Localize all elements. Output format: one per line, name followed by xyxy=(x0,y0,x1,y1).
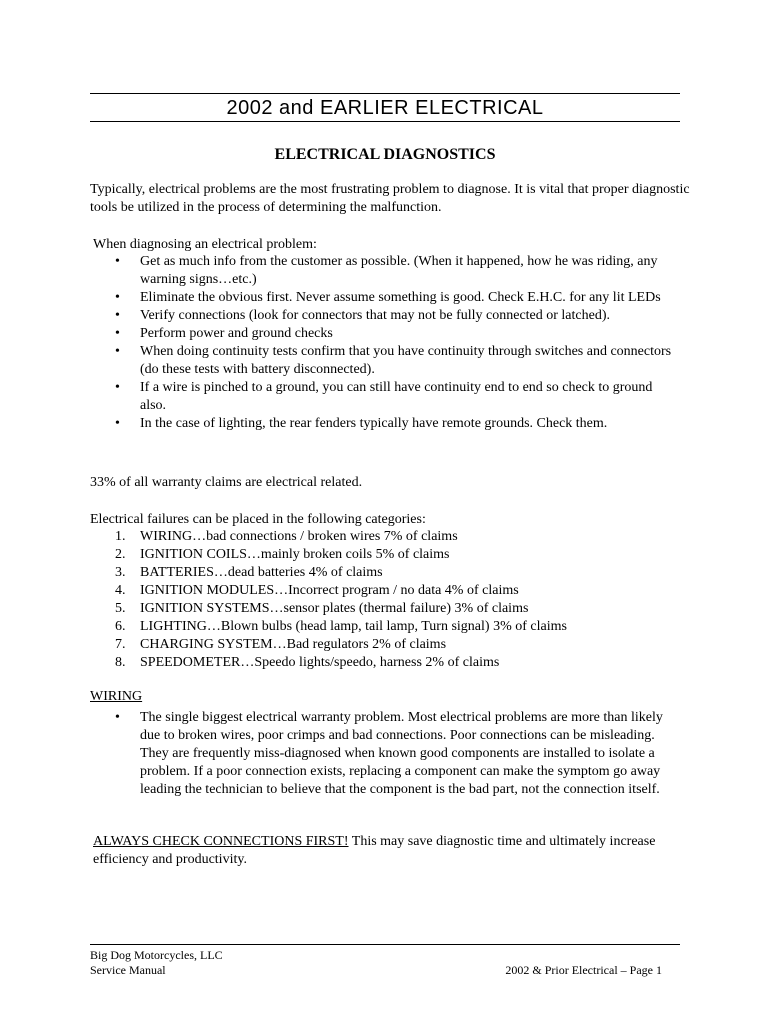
when-diagnosing-label: When diagnosing an electrical problem: xyxy=(93,237,317,252)
item-number: 1. xyxy=(115,529,126,544)
list-item: 8. SPEEDOMETER…Speedo lights/speedo, harness 2% of claims xyxy=(115,655,500,670)
bullet-icon: • xyxy=(115,254,120,269)
list-item: 2. IGNITION COILS…mainly broken coils 5% of claims xyxy=(115,547,450,562)
list-item: • The single biggest electrical warranty problem. Most electrical problems are more than likely due to broken wires, poor crimps and bad connections. Poor connections can be misleading. They are frequently miss-diagnosed when known good components are installed to isolate a problem. If a poor connection exists, replacing a component can make the symptom go away leading the technician to believe that the component is the bad part, not the connection itself. xyxy=(115,710,663,797)
item-number: 6. xyxy=(115,619,126,634)
footer-page-label: 2002 & Prior Electrical – Page 1 xyxy=(505,963,662,977)
always-check-rest: This may save diagnostic time and ultimately increase efficiency and productivity. xyxy=(93,834,656,867)
item-number: 2. xyxy=(115,547,126,562)
header-top-rule xyxy=(90,93,680,94)
footer-manual: Service Manual xyxy=(90,963,166,977)
item-number: 7. xyxy=(115,637,126,652)
list-item: • Verify connections (look for connectors that may not be fully connected or latched). xyxy=(115,308,611,323)
list-item: • If a wire is pinched to a ground, you can still have continuity end to end so check to ground also. xyxy=(115,380,653,413)
list-item: • When doing continuity tests confirm that you have continuity through switches and connectors (do these tests with battery disconnected). xyxy=(115,344,672,377)
footer-left xyxy=(90,948,223,978)
list-item: • Get as much info from the customer as possible. (When it happened, how he was riding, any warning signs…etc.) xyxy=(115,254,658,287)
item-number: 4. xyxy=(115,583,126,598)
always-check-emphasis: ALWAYS CHECK CONNECTIONS FIRST! xyxy=(93,834,349,849)
bullet-icon: • xyxy=(115,308,120,323)
bullet-icon: • xyxy=(115,326,120,341)
item-number: 5. xyxy=(115,601,126,616)
list-item: 4. IGNITION MODULES…Incorrect program / no data 4% of claims xyxy=(115,583,519,598)
document-title: ELECTRICAL DIAGNOSTICS xyxy=(274,146,496,163)
list-item: 1. WIRING…bad connections / broken wires 7% of claims xyxy=(115,529,458,544)
list-item: 6. LIGHTING…Blown bulbs (head lamp, tail lamp, Turn signal) 3% of claims xyxy=(115,619,567,634)
list-item: 5. IGNITION SYSTEMS…sensor plates (thermal failure) 3% of claims xyxy=(115,601,529,616)
bullet-icon: • xyxy=(115,710,120,725)
list-item: 3. BATTERIES…dead batteries 4% of claims xyxy=(115,565,383,580)
footer-company: Big Dog Motorcycles, LLC xyxy=(90,948,223,962)
wiring-bullet-list xyxy=(90,709,680,799)
diagnosis-bullet-list xyxy=(90,253,680,433)
warranty-stat: 33% of all warranty claims are electrical related. xyxy=(90,475,363,490)
section-header-title: 2002 and EARLIER ELECTRICAL xyxy=(226,97,544,119)
list-item: 7. CHARGING SYSTEM…Bad regulators 2% of claims xyxy=(115,637,447,652)
list-item: • Perform power and ground checks xyxy=(115,326,333,341)
intro-paragraph: Typically, electrical problems are the most frustrating problem to diagnose. It is vital that proper diagnostic tools be utilized in the process of determining the malfunction. xyxy=(90,182,690,215)
item-number: 3. xyxy=(115,565,126,580)
header-bottom-rule xyxy=(90,121,680,122)
bullet-icon: • xyxy=(115,380,120,395)
bullet-icon: • xyxy=(115,344,120,359)
item-number: 8. xyxy=(115,655,126,670)
always-check-paragraph xyxy=(93,833,683,869)
footer-rule xyxy=(90,944,680,945)
list-item: • Eliminate the obvious first. Never assume something is good. Check E.H.C. for any lit LEDs xyxy=(115,290,661,305)
wiring-heading: WIRING xyxy=(90,689,143,704)
categories-intro: Electrical failures can be placed in the following categories: xyxy=(90,512,426,527)
failure-category-list xyxy=(90,528,680,672)
bullet-icon: • xyxy=(115,416,120,431)
bullet-icon: • xyxy=(115,290,120,305)
list-item: • In the case of lighting, the rear fenders typically have remote grounds. Check them. xyxy=(115,416,608,431)
